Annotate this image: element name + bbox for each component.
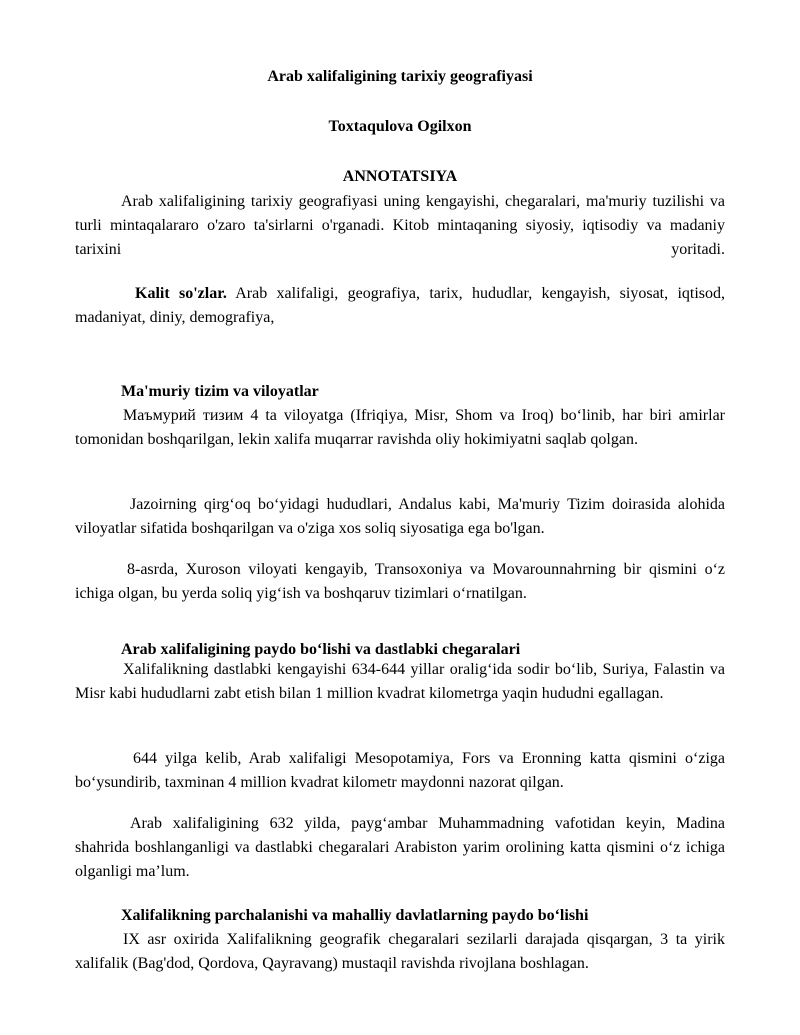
annotation-heading: ANNOTATSIYA [342,168,458,185]
section-paragraph: Xalifalikning dastlabki kengayishi 634-644 yillar oralig‘ida sodir bo‘lib, Suriya, Falastin va Misr kabi hududlarni zabt etish bilan 1 million kvadrat kilometrga yaqin hududni egallagan. [75,661,725,702]
keywords-paragraph [75,282,725,330]
document-author: Toxtaqulova Ogilxon [328,118,472,135]
section-heading-fragmentation: Xalifalikning parchalanishi va mahalliy davlatlarning paydo bo‘lishi [121,907,589,924]
section-paragraph: Arab xalifaligining 632 yilda, payg‘ambar Muhammadning vafotidan keyin, Madina shahrida boshlanganligi va dastlabki chegaralari Arabiston yarim orolining katta qismini o‘z ichiga olganligi ma’lum. [75,815,725,880]
annotation-paragraph: Arab xalifaligining tarixiy geografiyasi uning kengayishi, chegaralari, ma'muriy tuzilishi va turli mintaqalararo o'zaro ta'sirlarni o'rganadi. Kitob mintaqaning siyosiy, iqtisodiy va madaniy tarixini yoritadi. [75,193,725,258]
section-heading-origins: Arab xalifaligining paydo bo‘lishi va dastlabki chegaralari [121,641,521,658]
keywords-label: Kalit so'zlar. [135,285,227,302]
section-paragraph: 644 yilga kelib, Arab xalifaligi Mesopotamiya, Fors va Eronning katta qismini o‘ziga bo‘ysundirib, taxminan 4 million kvadrat kilometr maydonni nazorat qilgan. [75,750,725,791]
section-heading-administrative: Ma'muriy tizim va viloyatlar [121,383,319,400]
section-paragraph: Маъмурий тизим 4 ta viloyatga (Ifriqiya, Misr, Shom va Iroq) bo‘linib, har biri amirlar tomonidan boshqarilgan, lekin xalifa muqarrar ravishda oliy hokimiyatni saqlab qolgan. [75,407,725,448]
section-paragraph: 8-asrda, Xuroson viloyati kengayib, Transoxoniya va Movarounnahrning bir qismini o‘z ichiga olgan, bu yerda soliq yig‘ish va boshqaruv tizimlari o‘rnatilgan. [75,561,725,602]
section-paragraph: Jazoirning qirg‘oq bo‘yidagi hududlari, Andalus kabi, Ma'muriy Tizim doirasida alohida viloyatlar sifatida boshqarilgan va o'ziga xos soliq siyosatiga ega bo'lgan. [75,496,725,537]
document-title: Arab xalifaligining tarixiy geografiyasi [267,68,533,85]
keywords-text: Arab xalifaligi, geografiya, tarix, hududlar, kengayish, siyosat, iqtisod, madaniyat, diniy, demografiya, [75,285,726,326]
section-paragraph: IX asr oxirida Xalifalikning geografik chegaralari sezilarli darajada qisqargan, 3 ta yirik xalifalik (Bag'dod, Qordova, Qayravang) mustaqil ravishda rivojlana boshlagan. [75,931,725,972]
